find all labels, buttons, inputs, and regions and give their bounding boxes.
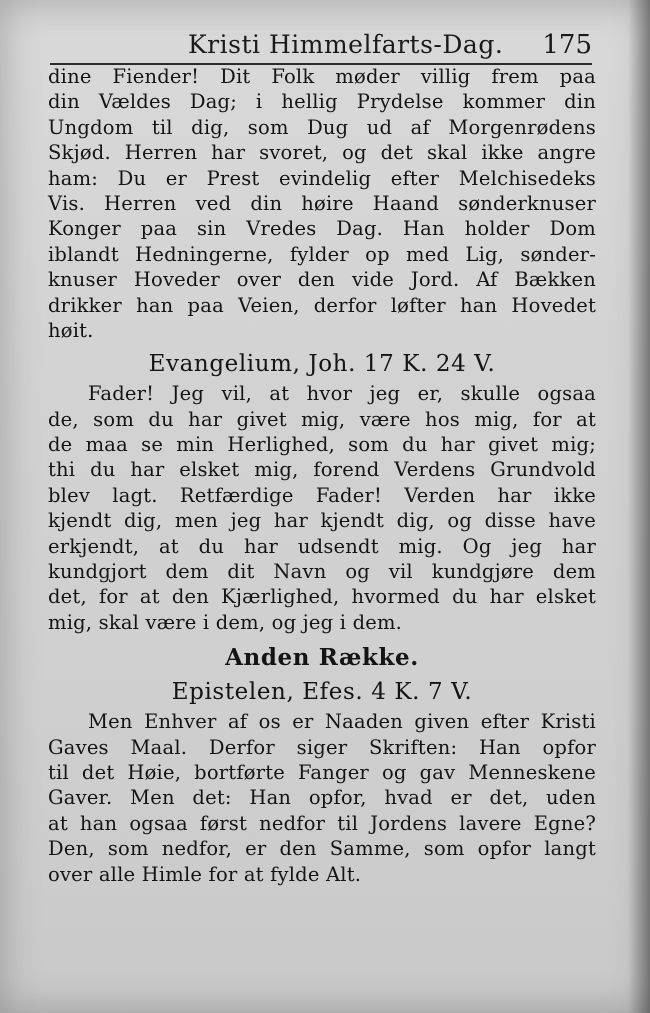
text-line: Men Enhver af os er Naaden given efter Kristi bbox=[88, 710, 596, 734]
text-line: kundgjort dem dit Navn og vil kundgjøre dem bbox=[48, 560, 596, 584]
text-line: Ungdom til dig, som Dug ud af Morgenrødens bbox=[48, 115, 596, 139]
text-line: Den, som nedfor, er den Samme, som opfor langt bbox=[48, 837, 596, 861]
page-number: 175 bbox=[542, 30, 592, 60]
text-line: erkjendt, at du har udsendt mig. Og jeg har bbox=[48, 534, 596, 558]
page-body bbox=[48, 64, 596, 887]
text-line: blev lagt. Retfærdige Fader! Verden har ikke bbox=[48, 483, 596, 507]
text-line: thi du har elsket mig, forend Verdens Grundvold bbox=[48, 458, 596, 482]
text-line: Konger paa sin Vredes Dag. Han holder Dom bbox=[48, 217, 596, 241]
psalm-paragraph bbox=[48, 64, 596, 343]
text-line: drikker han paa Veien, derfor løfter han Hovedet bbox=[48, 293, 596, 317]
epistle-paragraph bbox=[48, 709, 596, 887]
text-line: kjendt dig, men jeg har kjendt dig, og disse have bbox=[48, 509, 596, 533]
text-line: Gaves Maal. Derfor siger Skriften: Han opfor bbox=[48, 735, 596, 759]
text-line: Gaver. Men det: Han opfor, hvad er det, uden bbox=[48, 786, 596, 810]
epistle-heading: Epistelen, Efes. 4 K. 7 V. bbox=[171, 679, 473, 706]
section-heading: Anden Række. bbox=[225, 644, 419, 672]
text-line: iblandt Hedningerne, fylder op med Lig, sønder- bbox=[48, 242, 596, 266]
text-line: ham: Du er Prest evindelig efter Melchisedeks bbox=[48, 166, 596, 190]
text-line: de maa se min Herlighed, som du har givet mig; bbox=[48, 433, 596, 457]
text-line: Skjød. Herren har svoret, og det skal ikke angre bbox=[48, 141, 596, 165]
text-line: at han ogsaa først nedfor til Jordens lavere Egne? bbox=[48, 811, 596, 835]
text-line: knuser Hoveder over den vide Jord. Af Bækken bbox=[48, 268, 596, 292]
running-header bbox=[48, 26, 596, 66]
evangelium-heading: Evangelium, Joh. 17 K. 24 V. bbox=[148, 351, 496, 378]
text-line: til det Høie, bortførte Fanger og gav Menneskene bbox=[48, 760, 596, 784]
text-line: Fader! Jeg vil, at hvor jeg er, skulle ogsaa bbox=[88, 382, 596, 406]
text-line: din Vældes Dag; i hellig Prydelse kommer din bbox=[48, 90, 596, 114]
text-line: over alle Himle for at fylde Alt. bbox=[48, 862, 362, 886]
text-line: det, for at den Kjærlighed, hvormed du har elsket bbox=[48, 585, 596, 609]
running-title: Kristi Himmelfarts-Dag. bbox=[188, 30, 504, 59]
evangelium-paragraph bbox=[48, 381, 596, 635]
text-line: Vis. Herren ved din høire Haand sønderknuser bbox=[48, 191, 596, 215]
text-line: mig, skal være i dem, og jeg i dem. bbox=[48, 610, 403, 634]
text-line: de, som du har givet mig, være hos mig, for at bbox=[48, 407, 596, 431]
text-line: høit. bbox=[48, 318, 94, 342]
text-line: dine Fiender! Dit Folk møder villig frem paa bbox=[48, 65, 596, 88]
